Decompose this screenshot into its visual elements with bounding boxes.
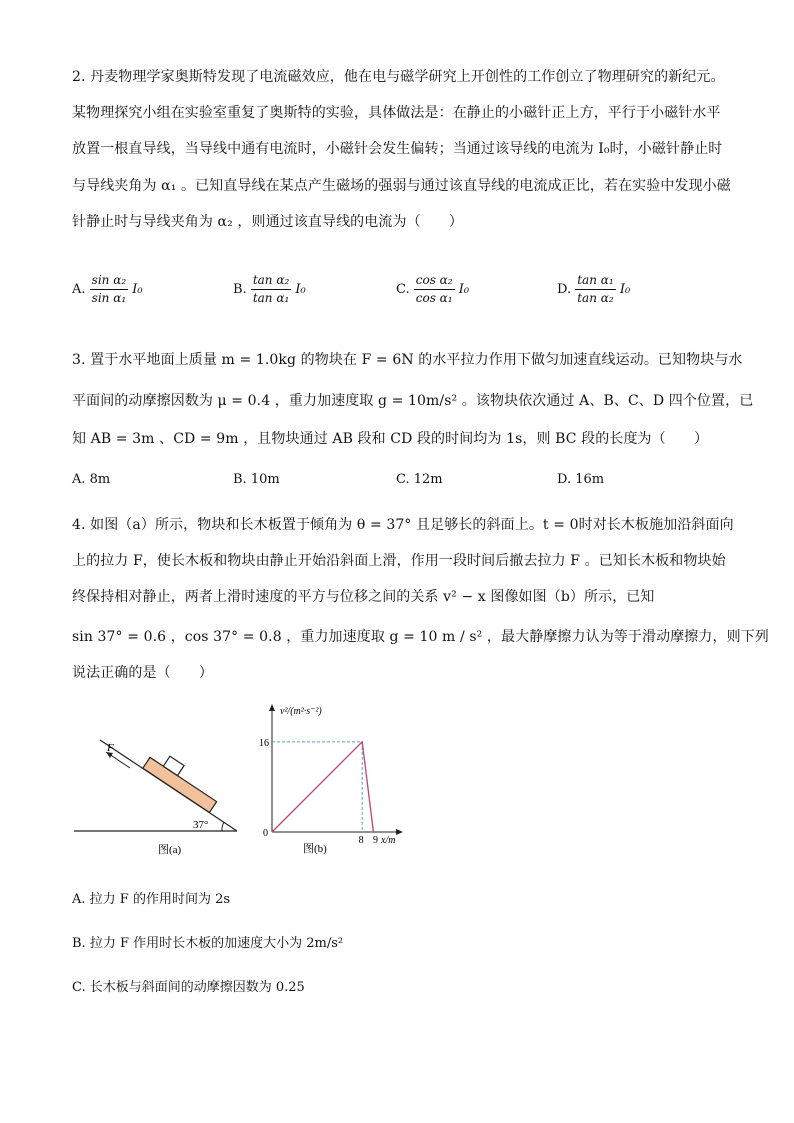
q3-line-1: 3. 置于水平地面上质量 m = 1.0kg 的物块在 F = 6N 的水平拉力作用下做匀加速直线运动。已知物块与水 [72,352,743,368]
q2-option-a-current: I₀ [132,282,143,297]
q2-option-a-denominator: sin α₁ [91,291,127,305]
q3-line-2: 平面间的动摩擦因数为 μ = 0.4 ，重力加速度取 g = 10m/s² 。该物块依次通过 A、B、C、D 四个位置，已 [72,393,754,409]
x-axis-label: x/m [381,835,396,846]
q3-option-d[interactable]: D. 16m [557,472,605,487]
figure-b-caption: 图(b) [303,843,327,855]
q2-line-2: 某物理探究小组在实验室重复了奥斯特的实验，具体做法是：在静止的小磁针正上方，平行于小磁针水平 [72,105,721,121]
q3-line-3: 知 AB = 3m 、CD = 9m ，且物块通过 AB 段和 CD 段的时间均为 1s，则 BC 段的长度为（ ） [72,431,709,447]
y-tick-16: 16 [259,737,269,749]
figure-a-caption: 图(a) [158,844,182,856]
q2-option-b-fraction [251,272,291,307]
q2-line-5: 针静止时与导线夹角为 α₂ ，则通过该直导线的电流为（ ） [72,214,463,230]
figure-a-incline [72,735,242,860]
q2-option-b[interactable] [233,272,306,307]
q2-option-c-fraction [414,272,455,307]
q2-option-a[interactable] [72,272,143,307]
origin-label: 0 [263,828,268,839]
x-axis-arrowhead [396,829,403,835]
q2-line-3: 放置一根直导线，当导线中通有电流时，小磁针会发生偏转；当通过该导线的电流为 I₀时，小磁针静止时 [72,141,723,157]
q4-option-c[interactable]: C. 长木板与斜面间的动摩擦因数为 0.25 [72,980,305,995]
force-label: F [107,742,114,754]
q2-option-a-fraction [90,272,128,307]
q2-option-a-numerator: sin α₂ [90,272,128,290]
q2-option-d-fraction [575,272,615,307]
q2-option-d-letter: D. [557,282,572,297]
angle-arc [222,822,224,831]
q2-option-c[interactable] [396,272,469,307]
y-axis-label: v²/(m²·s⁻²) [280,706,322,717]
q2-option-d-denominator: tan α₂ [577,291,614,305]
q3-option-a[interactable]: A. 8m [72,472,111,487]
q4-line-4: sin 37° = 0.6 ，cos 37° = 0.8 ，重力加速度取 g = 10 m / s² ，最大静摩擦力认为等于滑动摩擦力，则下列 [72,629,769,645]
q4-line-3: 终保持相对静止，两者上滑时速度的平方与位移之间的关系 v² − x 图像如图（b）所示，已知 [72,589,655,605]
q2-option-c-denominator: cos α₁ [415,291,453,305]
q4-option-b[interactable]: B. 拉力 F 作用时长木板的加速度大小为 2m/s² [72,936,344,951]
q2-option-b-letter: B. [233,282,247,297]
q4-line-2: 上的拉力 F，使长木板和物块由静止开始沿斜面上滑，作用一段时间后撤去拉力 F 。已知长木板和物块始 [72,553,726,569]
q3-option-b[interactable]: B. 10m [233,472,280,487]
x-tick-8: 8 [358,835,364,846]
y-axis-arrowhead [269,704,275,711]
q2-option-d-current: I₀ [619,282,631,297]
q2-line-4: 与导线夹角为 α₁ 。已知直导线在某点产生磁场的强弱与通过该直导线的电流成正比，若在实验中发现小磁 [72,178,731,194]
q2-option-b-numerator: tan α₂ [251,272,291,290]
v2-x-line [272,742,373,832]
q2-option-d-numerator: tan α₁ [575,272,615,290]
q2-option-c-letter: C. [396,282,410,297]
q2-option-a-letter: A. [72,282,86,297]
q2-option-c-current: I₀ [458,282,470,297]
q4-line-5: 说法正确的是（ ） [72,665,213,681]
q3-option-c[interactable]: C. 12m [396,472,443,487]
figure-b-chart [255,700,405,860]
angle-label: 37° [193,819,209,831]
q2-option-b-current: I₀ [295,282,306,297]
q2-option-d[interactable] [557,272,630,307]
q2-line-1: 2. 丹麦物理学家奥斯特发现了电流磁效应，他在电与磁学研究上开创性的工作创立了物理研究的新纪元。 [72,69,725,85]
q4-option-a[interactable]: A. 拉力 F 的作用时间为 2s [72,892,231,907]
q2-option-b-denominator: tan α₁ [252,291,290,305]
q4-line-1: 4. 如图（a）所示，物块和长木板置于倾角为 θ = 37° 且足够长的斜面上。t = 0时对长木板施加沿斜面向 [72,517,734,533]
q2-option-c-numerator: cos α₂ [414,272,455,290]
x-tick-9: 9 [372,835,378,846]
